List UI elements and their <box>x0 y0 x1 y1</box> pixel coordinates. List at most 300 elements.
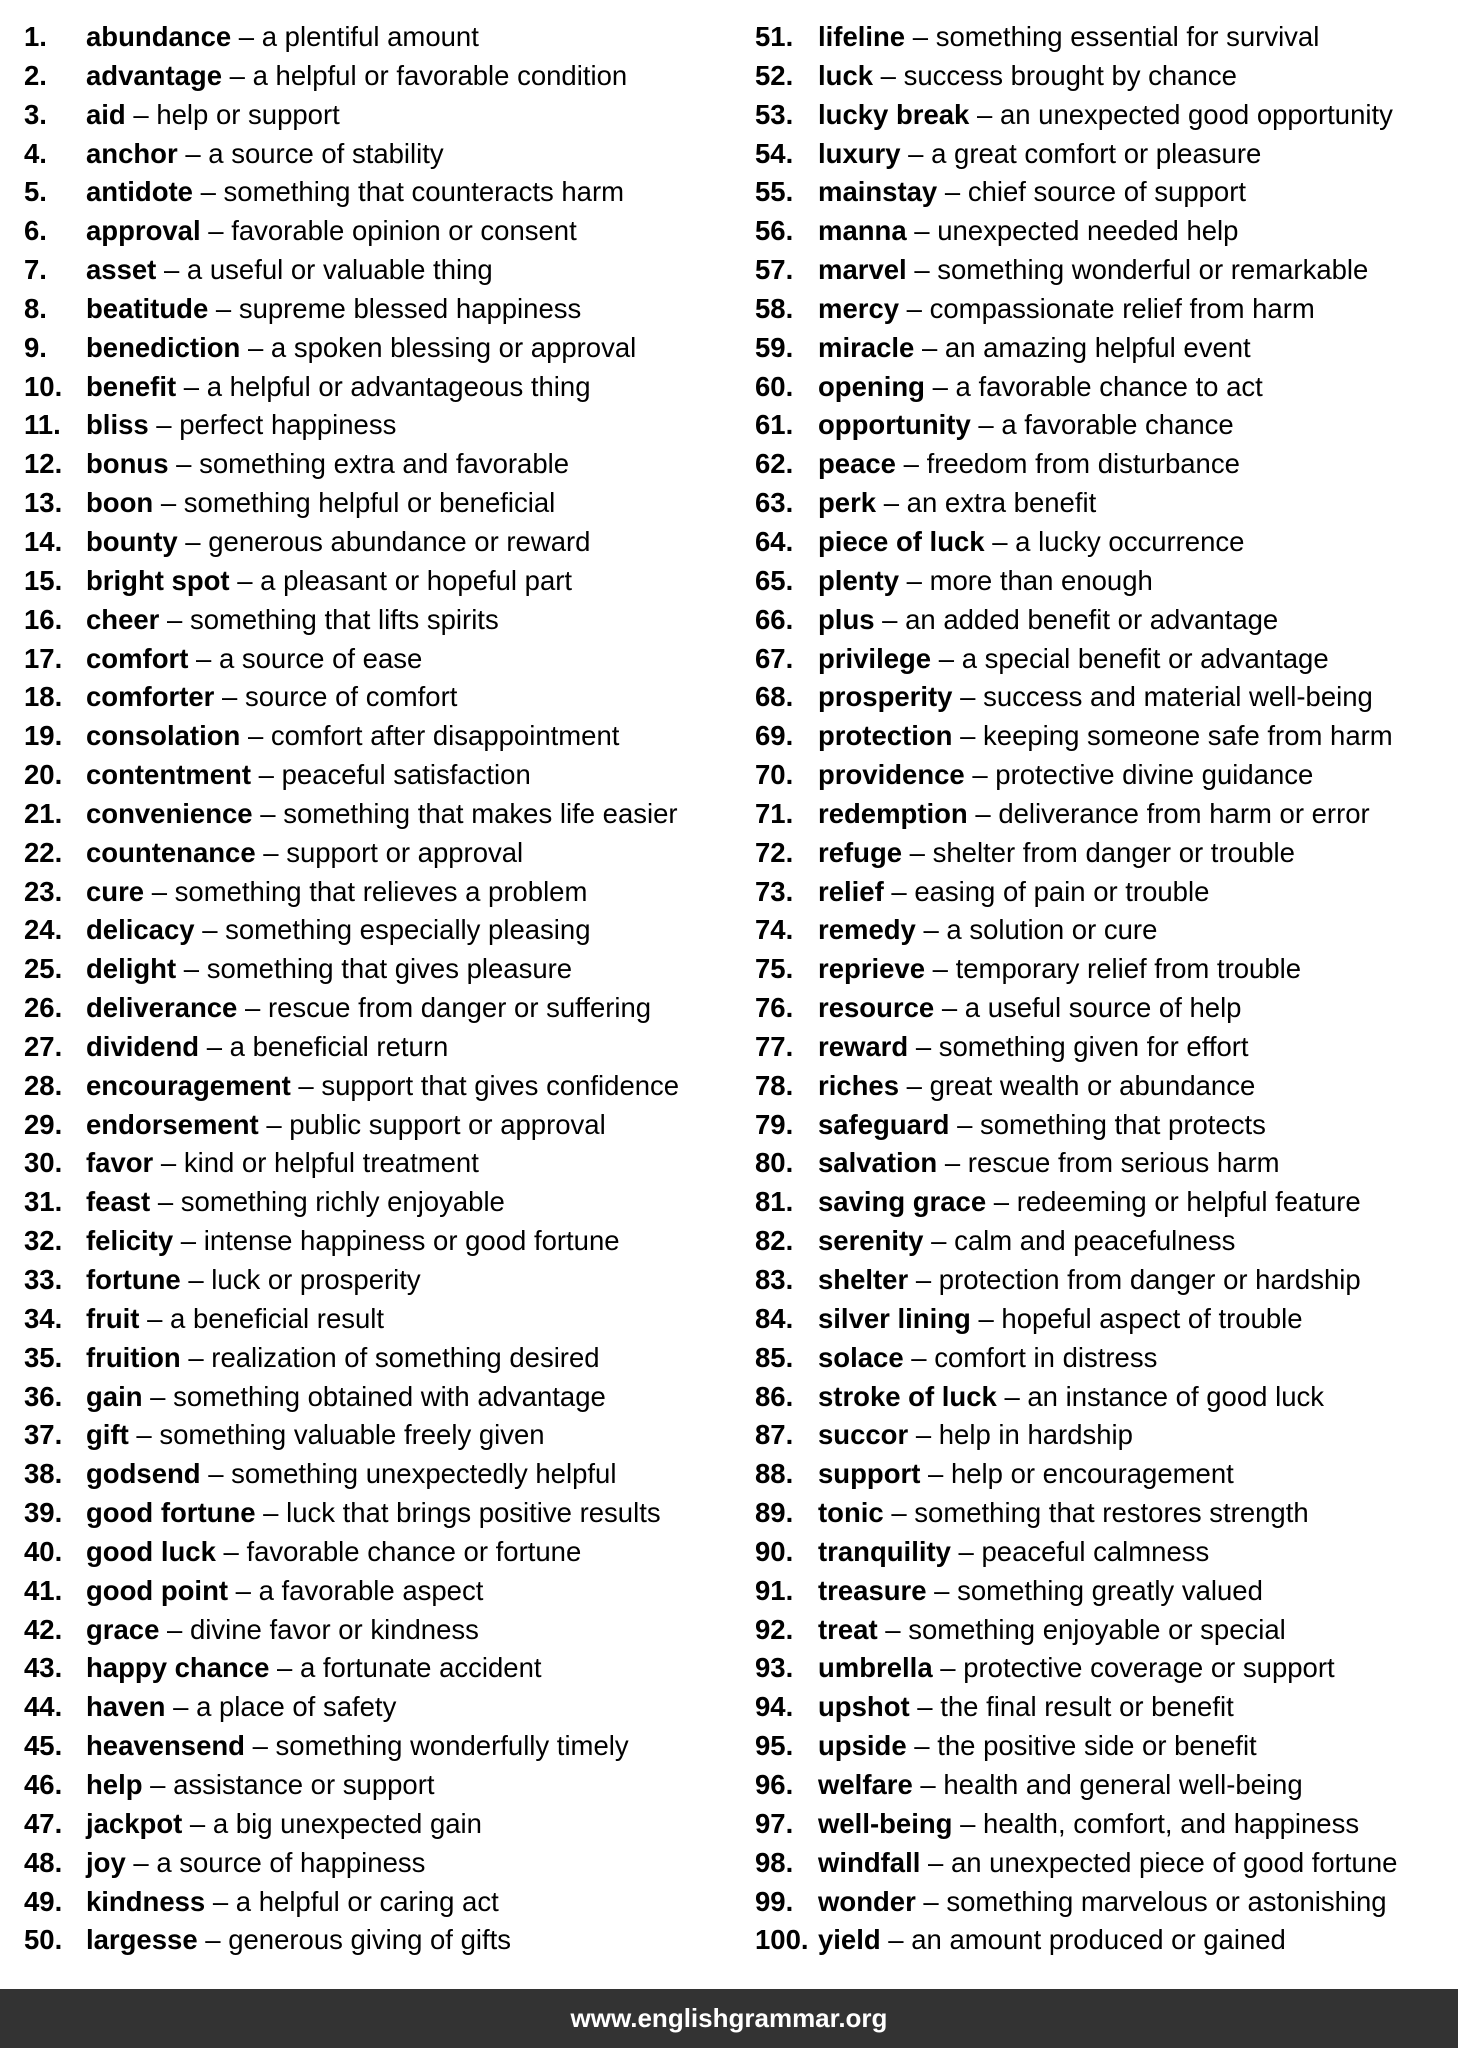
item-separator: – <box>925 953 956 985</box>
item-definition: supreme blessed happiness <box>238 292 582 324</box>
list-item <box>755 1067 1455 1106</box>
item-word: plus <box>818 603 875 635</box>
list-item <box>24 251 744 290</box>
item-word: tonic <box>818 1497 884 1529</box>
list-item <box>24 911 744 950</box>
item-number: 38. <box>24 1458 63 1490</box>
item-word: reprieve <box>818 953 926 985</box>
item-text <box>86 756 531 795</box>
item-separator: – <box>188 642 219 674</box>
item-word: fortune <box>86 1264 181 1295</box>
item-text <box>818 1572 1263 1611</box>
item-definition: a useful source of help <box>964 992 1242 1024</box>
item-text <box>86 950 572 989</box>
item-word: upshot <box>818 1691 910 1723</box>
item-number: 3. <box>24 98 47 130</box>
item-separator: – <box>895 448 927 480</box>
item-word: opportunity <box>818 409 971 441</box>
item-word: cure <box>86 875 145 907</box>
item-separator: – <box>229 564 261 596</box>
item-definition: a favorable chance to act <box>955 370 1263 402</box>
item-separator: – <box>915 1885 947 1917</box>
item-separator: – <box>165 1691 197 1723</box>
item-text <box>86 18 479 57</box>
item-word: treasure <box>818 1574 927 1606</box>
item-separator: – <box>877 1613 909 1645</box>
item-number: 76. <box>755 992 794 1024</box>
item-separator: – <box>915 914 947 946</box>
item-definition: a great comfort or pleasure <box>931 137 1262 169</box>
item-text <box>818 368 1263 407</box>
item-separator: – <box>920 1846 951 1878</box>
item-separator: – <box>177 525 209 557</box>
item-word: haven <box>86 1691 166 1723</box>
list-item <box>24 18 744 57</box>
item-separator: – <box>909 1691 941 1723</box>
item-text <box>818 989 1241 1028</box>
item-text <box>818 601 1278 640</box>
item-number: 12. <box>24 448 63 480</box>
item-definition: something richly enjoyable <box>180 1186 505 1218</box>
item-number: 62. <box>755 448 794 480</box>
item-definition: an added benefit or advantage <box>905 603 1279 635</box>
item-separator: – <box>176 953 207 985</box>
item-word: protection <box>818 720 953 752</box>
item-number: 56. <box>755 215 794 247</box>
item-text <box>818 1183 1361 1222</box>
item-definition: more than enough <box>929 564 1153 596</box>
item-number: 31. <box>24 1186 63 1218</box>
item-text <box>86 251 493 290</box>
item-definition: a beneficial result <box>170 1302 385 1334</box>
item-text <box>818 1727 1257 1766</box>
item-number: 26. <box>24 992 63 1024</box>
item-separator: – <box>937 176 968 208</box>
item-text <box>86 989 651 1028</box>
item-word: solace <box>818 1341 904 1373</box>
item-number: 90. <box>755 1535 794 1567</box>
list-item <box>24 717 744 756</box>
item-definition: luck or prosperity <box>211 1264 421 1295</box>
item-number: 58. <box>755 292 794 324</box>
item-word: well-being <box>818 1807 953 1839</box>
item-definition: source of comfort <box>244 681 458 713</box>
item-separator: – <box>908 1264 939 1295</box>
item-word: approval <box>86 215 201 247</box>
list-item <box>755 1028 1455 1067</box>
item-separator: – <box>194 914 226 946</box>
item-number: 92. <box>755 1613 794 1645</box>
item-number: 94. <box>755 1691 794 1723</box>
item-definition: success and material well-being <box>983 681 1373 713</box>
item-definition: something marvelous or astonishing <box>946 1885 1387 1917</box>
list-item <box>755 1883 1455 1922</box>
item-number: 17. <box>24 642 63 674</box>
item-word: silver lining <box>818 1302 971 1334</box>
item-word: marvel <box>818 254 907 286</box>
item-text <box>86 1455 616 1494</box>
item-separator: – <box>874 603 906 635</box>
item-number: 22. <box>24 836 63 868</box>
item-text <box>818 1611 1286 1650</box>
item-word: wonder <box>818 1885 916 1917</box>
item-number: 98. <box>755 1846 794 1878</box>
item-definition: help in hardship <box>938 1419 1133 1451</box>
item-number: 6. <box>24 215 47 247</box>
list-item <box>24 1649 744 1688</box>
item-definition: a fortunate accident <box>299 1652 542 1684</box>
item-separator: – <box>255 836 287 868</box>
list-item <box>24 290 744 329</box>
item-word: remedy <box>818 914 916 946</box>
item-word: salvation <box>818 1147 938 1179</box>
item-definition: public support or approval <box>289 1108 606 1140</box>
item-number: 15. <box>24 564 63 596</box>
list-item <box>24 1805 744 1844</box>
item-definition: keeping someone safe from harm <box>983 720 1393 752</box>
list-item <box>755 1572 1455 1611</box>
item-word: good luck <box>86 1535 216 1567</box>
list-item <box>24 1261 744 1300</box>
item-text <box>86 1611 479 1650</box>
item-number: 32. <box>24 1225 63 1257</box>
item-word: reward <box>818 1030 909 1062</box>
item-separator: – <box>156 254 187 286</box>
item-definition: something that counteracts harm <box>223 176 625 208</box>
item-definition: something greatly valued <box>957 1574 1263 1606</box>
item-separator: – <box>880 1924 912 1956</box>
item-separator: – <box>883 1497 915 1529</box>
item-definition: shelter from danger or trouble <box>932 836 1295 868</box>
list-item <box>755 523 1455 562</box>
list-item <box>755 484 1455 523</box>
list-item <box>755 601 1455 640</box>
item-text <box>818 1339 1157 1378</box>
item-separator: – <box>931 642 962 674</box>
item-text <box>86 1805 482 1844</box>
item-definition: comfort in distress <box>934 1341 1158 1373</box>
item-separator: – <box>914 331 945 363</box>
item-number: 51. <box>755 21 794 52</box>
item-text <box>818 717 1393 756</box>
item-word: mercy <box>818 292 900 324</box>
item-definition: a favorable aspect <box>258 1574 484 1606</box>
item-separator: – <box>908 1030 939 1062</box>
list-item <box>755 1378 1455 1417</box>
item-text <box>818 1649 1335 1688</box>
item-number: 34. <box>24 1302 63 1334</box>
item-text <box>86 173 624 212</box>
list-item <box>755 1844 1455 1883</box>
item-text <box>818 795 1370 834</box>
item-separator: – <box>244 1730 276 1762</box>
item-separator: – <box>148 409 180 441</box>
item-text <box>86 1494 661 1533</box>
list-item <box>24 1300 744 1339</box>
list-item <box>24 1494 744 1533</box>
item-word: support <box>818 1458 921 1490</box>
item-definition: an unexpected good opportunity <box>999 98 1393 130</box>
list-item <box>755 1611 1455 1650</box>
item-text <box>818 1455 1234 1494</box>
item-separator: – <box>876 487 907 519</box>
item-word: shelter <box>818 1264 909 1295</box>
item-text <box>86 57 627 96</box>
item-separator: – <box>934 992 965 1024</box>
list-item <box>24 562 744 601</box>
list-item <box>755 251 1455 290</box>
list-item <box>24 1416 744 1455</box>
item-text <box>818 562 1153 601</box>
list-item <box>24 1106 744 1145</box>
list-item <box>24 950 744 989</box>
item-text <box>86 795 678 834</box>
item-number: 7. <box>24 254 47 286</box>
item-number: 78. <box>755 1069 794 1101</box>
list-item <box>755 1805 1455 1844</box>
list-item <box>24 212 744 251</box>
item-definition: intense happiness or good fortune <box>203 1225 620 1257</box>
item-number: 66. <box>755 603 794 635</box>
item-text <box>86 96 340 135</box>
item-separator: – <box>269 1652 300 1684</box>
list-item <box>755 1339 1455 1378</box>
item-number: 40. <box>24 1535 63 1567</box>
list-item <box>755 1222 1455 1261</box>
list-item <box>755 1649 1455 1688</box>
item-text <box>86 406 396 445</box>
item-separator: – <box>215 1535 247 1567</box>
item-separator: – <box>906 215 938 247</box>
item-word: lucky break <box>818 98 970 130</box>
item-number: 47. <box>24 1807 63 1839</box>
list-item <box>755 212 1455 251</box>
item-definition: something wonderfully timely <box>275 1730 629 1762</box>
item-separator: – <box>920 1458 951 1490</box>
word-list-column-left <box>24 18 744 1960</box>
item-text <box>86 717 619 756</box>
item-number: 14. <box>24 525 63 557</box>
item-separator: – <box>949 1108 981 1140</box>
item-word: consolation <box>86 720 241 752</box>
item-number: 99. <box>755 1885 794 1917</box>
item-definition: protective coverage or support <box>963 1652 1335 1684</box>
list-item <box>24 1455 744 1494</box>
item-text <box>818 1106 1266 1145</box>
list-item <box>24 368 744 407</box>
item-separator: – <box>173 1225 204 1257</box>
item-number: 68. <box>755 681 794 713</box>
item-word: cheer <box>86 603 160 635</box>
item-definition: kind or helpful treatment <box>183 1147 479 1179</box>
list-item <box>24 1183 744 1222</box>
item-text <box>86 1766 435 1805</box>
item-word: resource <box>818 992 935 1024</box>
item-separator: – <box>906 1730 938 1762</box>
item-number: 93. <box>755 1652 794 1684</box>
list-item <box>24 523 744 562</box>
item-separator: – <box>873 59 904 91</box>
item-text <box>86 212 577 251</box>
item-text <box>86 523 590 562</box>
item-definition: an amount produced or gained <box>911 1924 1286 1956</box>
item-word: delicacy <box>86 914 195 946</box>
item-word: godsend <box>86 1458 201 1490</box>
item-definition: something that makes life easier <box>283 797 678 829</box>
item-definition: unexpected needed help <box>937 215 1239 247</box>
item-word: perk <box>818 487 877 519</box>
item-text <box>818 1067 1255 1106</box>
word-list-column-right <box>755 18 1455 1960</box>
item-word: countenance <box>86 836 256 868</box>
item-definition: something that restores strength <box>914 1497 1309 1529</box>
item-number: 71. <box>755 797 794 829</box>
item-number: 59. <box>755 331 794 363</box>
item-definition: peaceful satisfaction <box>281 759 531 791</box>
list-item <box>24 445 744 484</box>
item-number: 82. <box>755 1225 794 1257</box>
item-definition: freedom from disturbance <box>926 448 1240 480</box>
item-number: 18. <box>24 681 63 713</box>
item-number: 20. <box>24 759 63 791</box>
item-text <box>86 1844 425 1883</box>
item-text <box>86 640 422 679</box>
item-text <box>818 406 1234 445</box>
item-definition: an extra benefit <box>906 487 1097 519</box>
item-number: 70. <box>755 759 794 791</box>
item-separator: – <box>986 1186 1017 1218</box>
item-separator: – <box>168 448 200 480</box>
item-number: 52. <box>755 59 794 91</box>
item-definition: generous abundance or reward <box>208 525 591 557</box>
item-word: happy chance <box>86 1652 270 1684</box>
item-word: benefit <box>86 370 177 402</box>
item-text <box>818 445 1240 484</box>
item-definition: help or encouragement <box>950 1458 1234 1490</box>
item-definition: peaceful calmness <box>981 1535 1210 1567</box>
list-item <box>755 1766 1455 1805</box>
word-list <box>0 18 1458 1978</box>
item-number: 61. <box>755 409 794 441</box>
item-separator: – <box>177 137 209 169</box>
item-separator: – <box>903 1341 935 1373</box>
item-word: lifeline <box>818 21 906 52</box>
item-separator: – <box>924 370 956 402</box>
item-definition: a place of safety <box>196 1691 397 1723</box>
item-definition: health, comfort, and happiness <box>983 1807 1360 1839</box>
item-separator: – <box>937 1147 968 1179</box>
item-word: fruition <box>86 1341 181 1373</box>
item-separator: – <box>139 1302 171 1334</box>
item-text <box>818 834 1295 873</box>
footer-bar <box>0 1989 1458 2048</box>
item-separator: – <box>932 1652 964 1684</box>
item-text <box>818 640 1329 679</box>
item-number: 23. <box>24 875 63 907</box>
item-definition: deliverance from harm or error <box>998 797 1370 829</box>
item-separator: – <box>192 176 224 208</box>
item-word: help <box>86 1768 143 1800</box>
item-text <box>86 1106 606 1145</box>
item-word: mainstay <box>818 176 938 208</box>
item-separator: – <box>908 1419 939 1451</box>
footer-url[interactable]: www.englishgrammar.org <box>570 2003 888 2033</box>
item-text <box>818 1378 1324 1417</box>
item-separator: – <box>900 137 932 169</box>
list-item <box>24 1883 744 1922</box>
item-definition: help or support <box>156 98 340 130</box>
item-word: peace <box>818 448 896 480</box>
item-definition: luck that brings positive results <box>286 1497 661 1529</box>
item-text <box>86 601 499 640</box>
item-text <box>86 445 569 484</box>
item-number: 21. <box>24 797 63 829</box>
list-item <box>24 640 744 679</box>
list-item <box>24 484 744 523</box>
item-definition: calm and peacefulness <box>954 1225 1236 1257</box>
item-number: 16. <box>24 603 63 635</box>
item-number: 5. <box>24 176 47 208</box>
item-definition: health and general well-being <box>943 1768 1303 1800</box>
item-number: 25. <box>24 953 63 985</box>
list-item <box>24 1222 744 1261</box>
list-item <box>24 135 744 174</box>
item-definition: something that relieves a problem <box>174 875 588 907</box>
item-number: 35. <box>24 1341 63 1373</box>
item-word: dividend <box>86 1030 200 1062</box>
item-word: opening <box>818 370 925 402</box>
item-text <box>818 96 1393 135</box>
item-separator: – <box>252 797 284 829</box>
item-word: abundance <box>86 21 232 52</box>
item-definition: a useful or valuable thing <box>186 254 493 286</box>
item-word: deliverance <box>86 992 238 1024</box>
item-number: 37. <box>24 1419 63 1451</box>
item-word: tranquility <box>818 1535 951 1567</box>
item-text <box>86 329 636 368</box>
item-separator: – <box>200 1458 232 1490</box>
item-word: stroke of luck <box>818 1380 997 1412</box>
item-text <box>818 290 1315 329</box>
list-item <box>24 57 744 96</box>
item-text <box>818 1300 1303 1339</box>
item-text <box>818 1883 1387 1922</box>
item-separator: – <box>214 681 245 713</box>
list-item <box>24 1611 744 1650</box>
item-number: 67. <box>755 642 794 674</box>
item-number: 46. <box>24 1768 63 1800</box>
item-definition: an amazing helpful event <box>944 331 1251 363</box>
item-definition: a lucky occurrence <box>1015 525 1245 557</box>
item-word: luxury <box>818 137 901 169</box>
item-text <box>818 1222 1235 1261</box>
item-text <box>818 57 1237 96</box>
item-number: 50. <box>24 1924 63 1956</box>
item-separator: – <box>926 1574 958 1606</box>
item-separator: – <box>970 1302 1002 1334</box>
item-word: miracle <box>818 331 915 363</box>
item-number: 89. <box>755 1497 794 1529</box>
list-item <box>755 834 1455 873</box>
item-word: privilege <box>818 642 932 674</box>
item-text <box>86 290 581 329</box>
item-definition: a plentiful amount <box>261 21 479 52</box>
item-separator: – <box>258 1108 290 1140</box>
list-item <box>755 795 1455 834</box>
item-number: 60. <box>755 370 794 402</box>
item-number: 87. <box>755 1419 794 1451</box>
item-text <box>86 873 587 912</box>
